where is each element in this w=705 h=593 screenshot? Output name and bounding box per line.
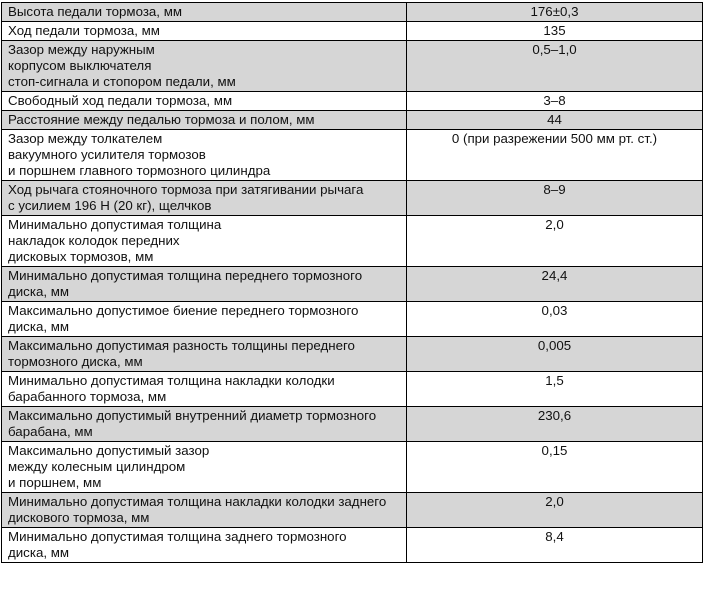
parameter-cell: Расстояние между педалью тормоза и полом, мм	[2, 111, 407, 130]
parameter-cell: Максимально допустимое биение переднего тормозного диска, мм	[2, 302, 407, 337]
parameter-cell: Максимально допустимая разность толщины переднего тормозного диска, мм	[2, 337, 407, 372]
value-cell: 0,03	[407, 302, 703, 337]
table-row	[2, 528, 703, 563]
table-row	[2, 216, 703, 267]
brake-spec-table	[1, 2, 703, 563]
value-cell: 3–8	[407, 92, 703, 111]
table-row	[2, 92, 703, 111]
value-cell: 230,6	[407, 407, 703, 442]
parameter-cell: Ход педали тормоза, мм	[2, 22, 407, 41]
table-row	[2, 3, 703, 22]
table-row	[2, 372, 703, 407]
value-cell: 0,15	[407, 442, 703, 493]
table-row	[2, 337, 703, 372]
table-row	[2, 22, 703, 41]
table-row	[2, 111, 703, 130]
parameter-cell: Минимально допустимая толщина накладки колодки барабанного тормоза, мм	[2, 372, 407, 407]
parameter-cell: Минимально допустимая толщина переднего тормозного диска, мм	[2, 267, 407, 302]
table-row	[2, 407, 703, 442]
value-cell: 1,5	[407, 372, 703, 407]
table-row	[2, 267, 703, 302]
value-cell: 24,4	[407, 267, 703, 302]
parameter-cell: Максимально допустимый внутренний диаметр тормозного барабана, мм	[2, 407, 407, 442]
parameter-cell: Минимально допустимая толщина накладки колодки заднего дискового тормоза, мм	[2, 493, 407, 528]
table-row	[2, 181, 703, 216]
value-cell: 176±0,3	[407, 3, 703, 22]
value-cell: 2,0	[407, 216, 703, 267]
table-row	[2, 442, 703, 493]
parameter-cell: Минимально допустимая толщина заднего тормозного диска, мм	[2, 528, 407, 563]
value-cell: 44	[407, 111, 703, 130]
table-row	[2, 302, 703, 337]
value-cell: 8–9	[407, 181, 703, 216]
value-cell: 8,4	[407, 528, 703, 563]
parameter-cell: Свободный ход педали тормоза, мм	[2, 92, 407, 111]
parameter-cell: Зазор между наружным корпусом выключателя стоп-сигнала и стопором педали, мм	[2, 41, 407, 92]
value-cell: 0,5–1,0	[407, 41, 703, 92]
parameter-cell: Высота педали тормоза, мм	[2, 3, 407, 22]
table-row	[2, 41, 703, 92]
value-cell: 0 (при разрежении 500 мм рт. ст.)	[407, 130, 703, 181]
value-cell: 2,0	[407, 493, 703, 528]
parameter-cell: Минимально допустимая толщина накладок колодок передних дисковых тормозов, мм	[2, 216, 407, 267]
parameter-cell: Максимально допустимый зазор между колесным цилиндром и поршнем, мм	[2, 442, 407, 493]
value-cell: 0,005	[407, 337, 703, 372]
value-cell: 135	[407, 22, 703, 41]
parameter-cell: Ход рычага стояночного тормоза при затягивании рычага с усилием 196 Н (20 кг), щелчков	[2, 181, 407, 216]
parameter-cell: Зазор между толкателем вакуумного усилителя тормозов и поршнем главного тормозного цилиндра	[2, 130, 407, 181]
table-row	[2, 493, 703, 528]
table-row	[2, 130, 703, 181]
